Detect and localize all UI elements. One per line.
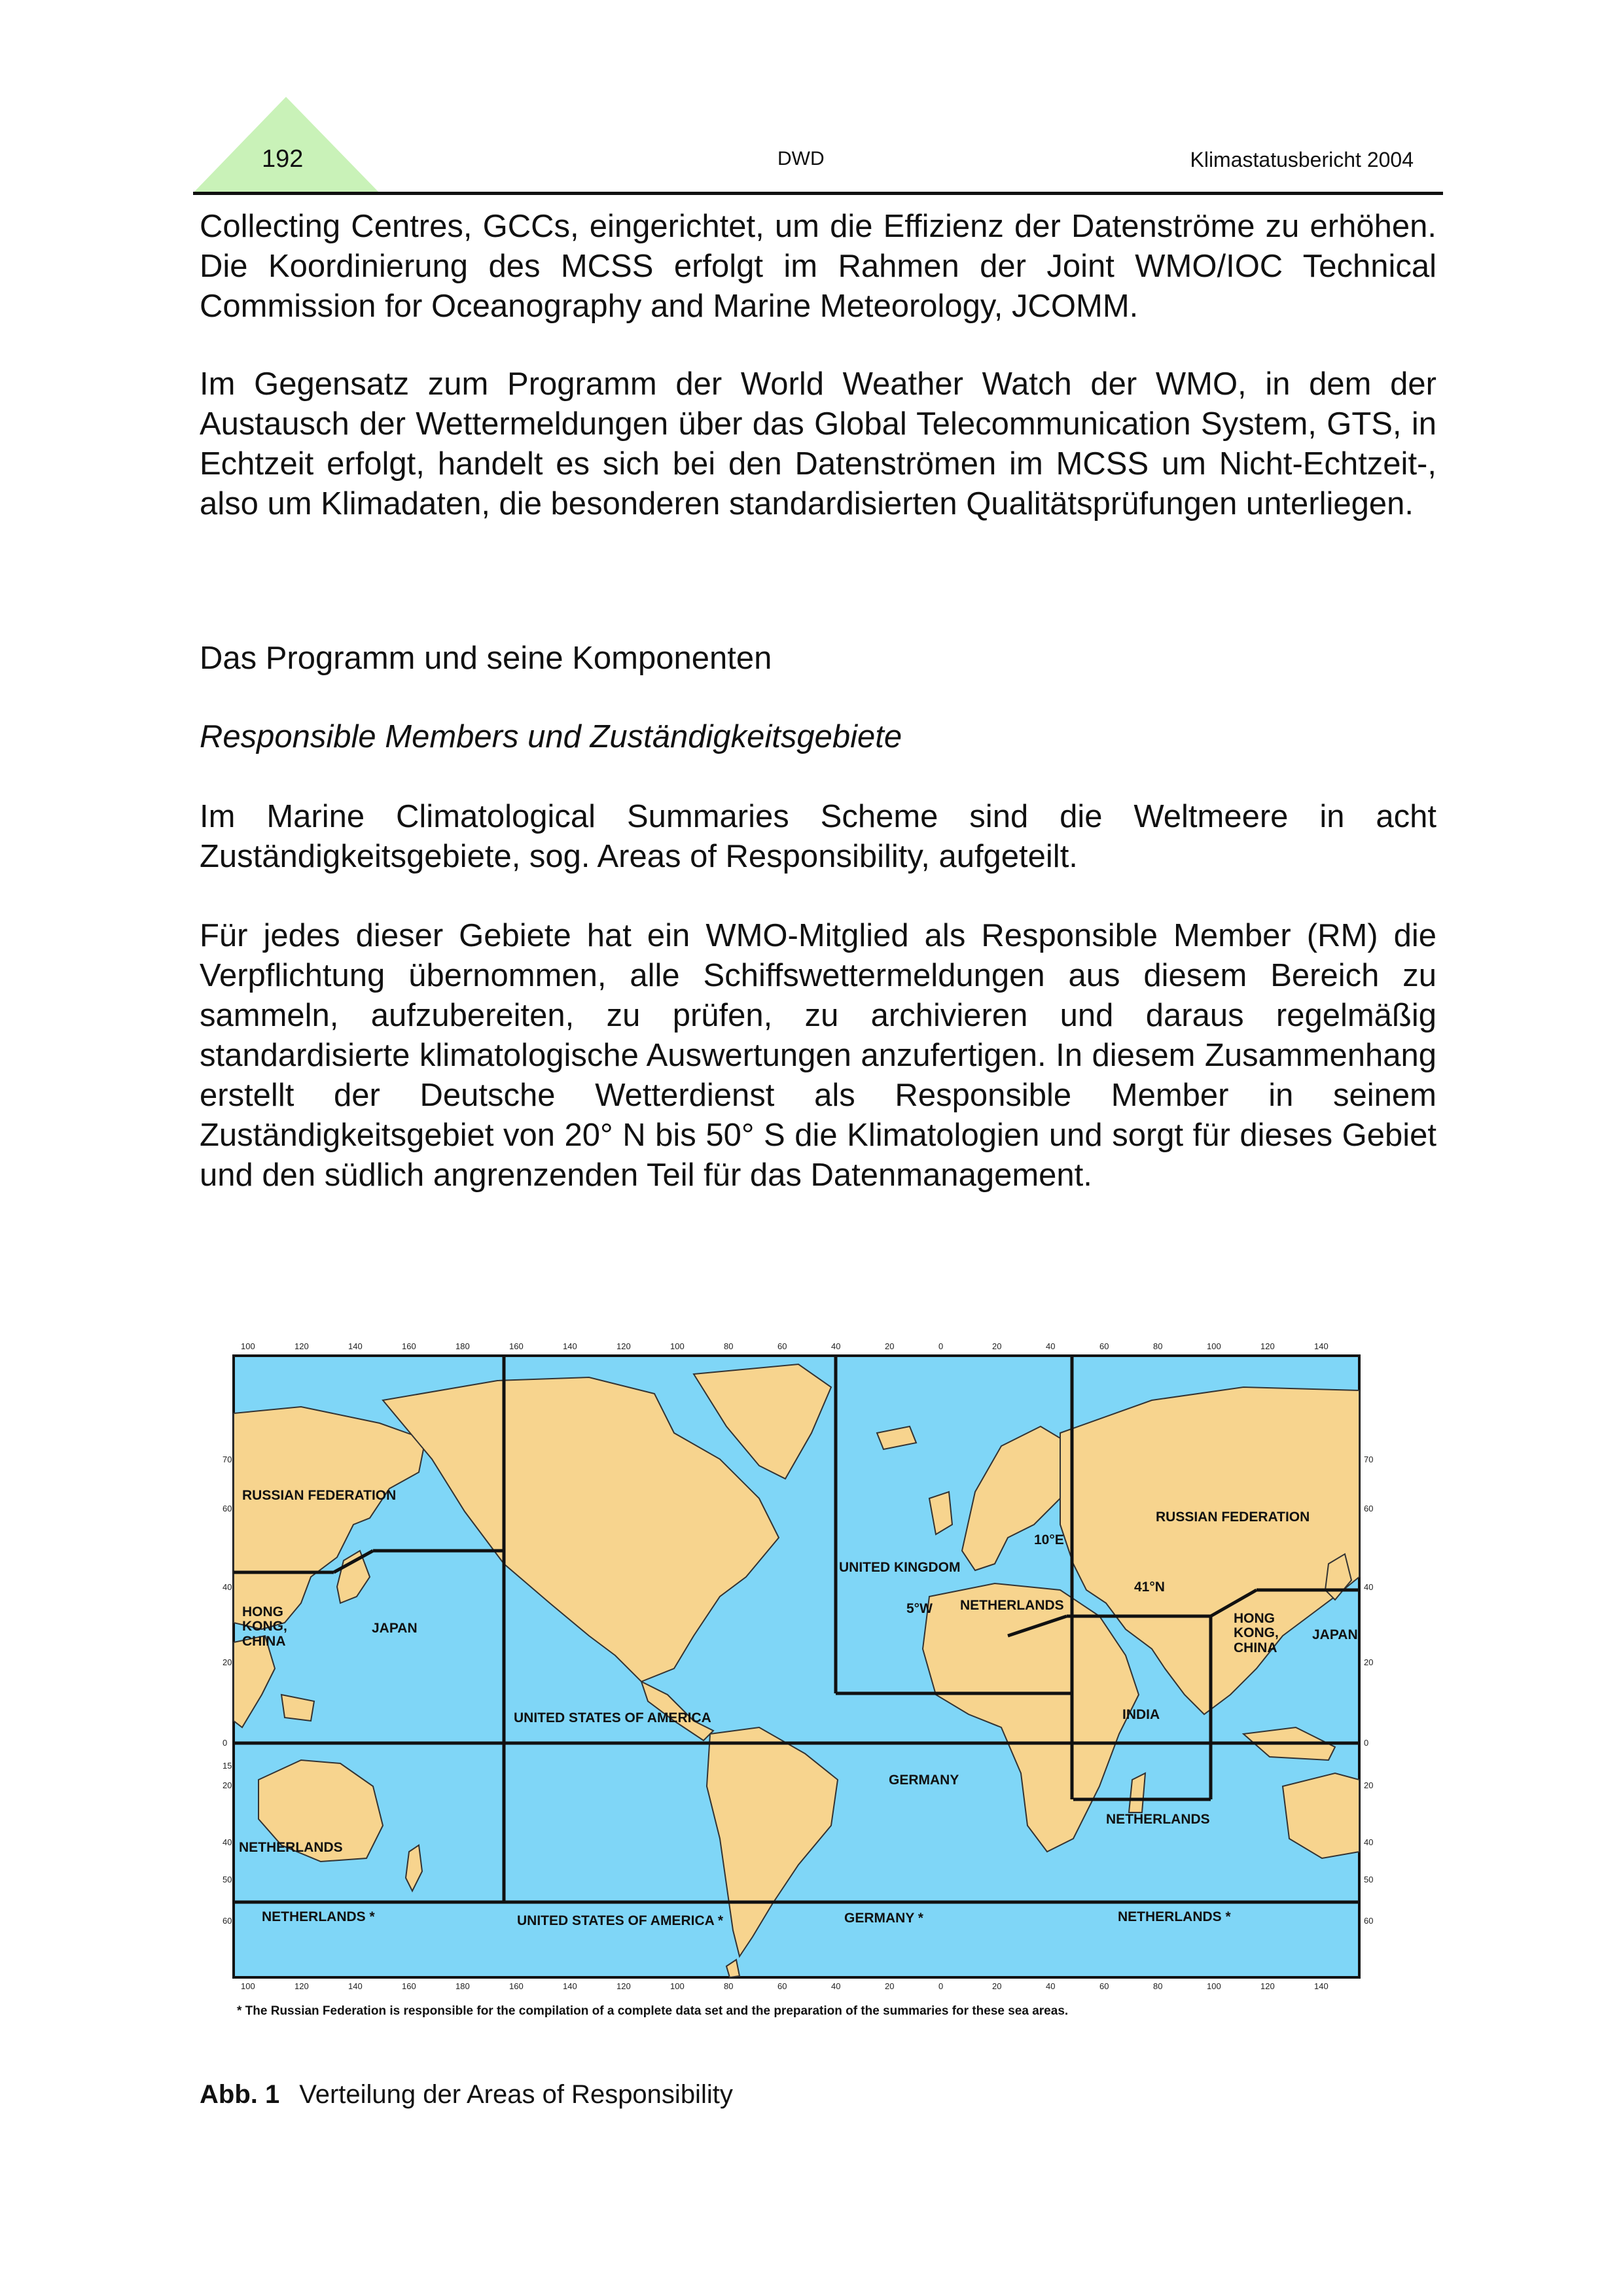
top-tick: 40 [831, 1341, 841, 1351]
top-tick: 100 [241, 1341, 255, 1351]
top-tick: 40 [1046, 1341, 1056, 1351]
label-5-west: 5°W [906, 1601, 933, 1616]
label-netherlands-west: NETHERLANDS [239, 1840, 343, 1855]
bottom-tick: 100 [1207, 1981, 1221, 1991]
label-germany-south: GERMANY * [844, 1911, 923, 1926]
top-tick: 180 [455, 1341, 470, 1351]
label-russian-federation-west: RUSSIAN FEDERATION [242, 1488, 397, 1503]
label-netherlands-southwest: NETHERLANDS * [262, 1909, 375, 1924]
right-tick: 20 [1364, 1780, 1374, 1790]
bottom-tick: 20 [885, 1981, 895, 1991]
header-rule [193, 192, 1443, 195]
caption-text: Verteilung der Areas of Responsibility [299, 2080, 733, 2109]
top-axis [241, 1341, 1329, 1351]
left-tick: 50 [223, 1875, 232, 1884]
label-japan-east: JAPAN [1312, 1627, 1358, 1642]
bottom-tick: 60 [1099, 1981, 1109, 1991]
label-germany: GERMANY [889, 1773, 959, 1788]
top-tick: 100 [1207, 1341, 1221, 1351]
left-tick: 40 [223, 1582, 232, 1592]
bottom-tick: 100 [241, 1981, 255, 1991]
left-tick: 40 [223, 1837, 232, 1847]
paragraph-responsible-member: Für jedes dieser Gebiete hat ein WMO-Mitglied als Responsible Member (RM) die Verpflichtung übernommen, alle Schiffswettermeldungen aus diesem Bereich zu sammeln, aufzubereiten, zu prüfen, zu archivieren und daraus regelmäßig standardisierte klimatologische Auswertungen anzufertigen. In diesem Zusammenhang erstellt der Deutsche Wetterdienst als Responsible Member in seinem Zuständigkeitsgebiet von 20° N bis 50° S die Klimatologien und sorgt für dieses Gebiet und den südlich angrenzenden Teil für das Datenmanagement. [200, 918, 1436, 1193]
page-corner-triangle [0, 0, 393, 196]
label-india: INDIA [1122, 1707, 1160, 1722]
left-tick: 60 [223, 1504, 232, 1513]
bottom-tick: 40 [1046, 1981, 1056, 1991]
bottom-axis [241, 1981, 1329, 1991]
right-tick: 60 [1364, 1504, 1374, 1513]
caption-label: Abb. 1 [200, 2080, 280, 2109]
bottom-tick: 140 [563, 1981, 577, 1991]
right-axis [1364, 1455, 1373, 1926]
right-tick: 50 [1364, 1875, 1374, 1884]
bottom-tick: 0 [938, 1981, 944, 1991]
top-tick: 120 [294, 1341, 309, 1351]
paragraph-gcc: Collecting Centres, GCCs, eingerichtet, um die Effizienz der Datenströme zu erhöhen. Die Koordinierung des MCSS erfolgt im Rahmen der Joint WMO/IOC Technical Commission for Oceanography and Marine Meteorology, JCOMM. [200, 209, 1436, 324]
right-tick: 0 [1364, 1738, 1369, 1748]
page-number: 192 [262, 145, 304, 173]
right-tick: 40 [1364, 1837, 1374, 1847]
right-tick: 60 [1364, 1916, 1374, 1926]
header-report-title: Klimastatusbericht 2004 [1190, 148, 1414, 171]
top-tick: 160 [402, 1341, 416, 1351]
map-footnote: * The Russian Federation is responsible for the compilation of a complete data set and the preparation of the summaries for these sea areas. [237, 2004, 1069, 2018]
top-tick: 140 [563, 1341, 577, 1351]
bottom-tick: 60 [777, 1981, 787, 1991]
top-tick: 160 [509, 1341, 524, 1351]
left-tick: 0 [223, 1738, 228, 1748]
left-tick: 60 [223, 1916, 232, 1926]
world-map [223, 1328, 1400, 2035]
right-tick: 70 [1364, 1455, 1374, 1464]
label-netherlands-east: NETHERLANDS [1106, 1812, 1210, 1827]
label-netherlands-med: NETHERLANDS [960, 1598, 1064, 1613]
top-tick: 80 [724, 1341, 734, 1351]
figure-caption [200, 2080, 733, 2110]
bottom-tick: 140 [348, 1981, 363, 1991]
subsection-heading: Responsible Members und Zuständigkeitsgebiete [200, 719, 902, 754]
label-hong-kong-east: KONG, [1234, 1625, 1279, 1640]
bottom-tick: 80 [724, 1981, 734, 1991]
top-tick: 60 [1099, 1341, 1109, 1351]
right-tick: 40 [1364, 1582, 1374, 1592]
left-tick: 20 [223, 1657, 232, 1667]
label-hong-kong-west: HONG [242, 1604, 283, 1619]
top-tick: 60 [777, 1341, 787, 1351]
label-hong-kong-east: HONG [1234, 1611, 1275, 1626]
bottom-tick: 180 [455, 1981, 470, 1991]
label-hong-kong-east: CHINA [1234, 1640, 1277, 1655]
top-tick: 20 [992, 1341, 1002, 1351]
label-hong-kong-west: KONG, [242, 1619, 287, 1634]
label-united-kingdom: UNITED KINGDOM [839, 1560, 961, 1575]
top-tick: 120 [1260, 1341, 1275, 1351]
top-tick: 120 [616, 1341, 631, 1351]
label-united-states-south: UNITED STATES OF AMERICA * [517, 1913, 723, 1928]
label-united-states: UNITED STATES OF AMERICA [514, 1710, 711, 1725]
paragraph-www: Im Gegensatz zum Programm der World Weather Watch der WMO, in dem der Austausch der Wettermeldungen über das Global Telecommunication System, GTS, in Echtzeit erfolgt, handelt es sich bei den Datenströmen im MCSS um Nicht-Echtzeit-, also um Klimadaten, die besonderen standardisierten Qualitätsprüfungen unterliegen. [200, 366, 1436, 521]
right-tick: 20 [1364, 1657, 1374, 1667]
label-russian-federation-east: RUSSIAN FEDERATION [1156, 1510, 1310, 1525]
paragraph-areas: Im Marine Climatological Summaries Scheme sind die Weltmeere in acht Zuständigkeitsgebiete, sog. Areas of Responsibility, aufgeteilt. [200, 799, 1436, 874]
header-publisher: DWD [777, 148, 825, 169]
section-heading: Das Programm und seine Komponenten [200, 641, 772, 676]
bottom-tick: 120 [616, 1981, 631, 1991]
bottom-tick: 160 [402, 1981, 416, 1991]
bottom-tick: 100 [670, 1981, 685, 1991]
bottom-tick: 120 [294, 1981, 309, 1991]
top-tick: 140 [348, 1341, 363, 1351]
left-tick: 20 [223, 1780, 232, 1790]
top-tick: 100 [670, 1341, 685, 1351]
top-tick: 80 [1153, 1341, 1163, 1351]
bottom-tick: 80 [1153, 1981, 1163, 1991]
left-axis [223, 1455, 232, 1926]
label-japan-west: JAPAN [372, 1621, 418, 1636]
bottom-tick: 120 [1260, 1981, 1275, 1991]
top-tick: 20 [885, 1341, 895, 1351]
bottom-tick: 140 [1314, 1981, 1329, 1991]
label-10-east: 10°E [1034, 1532, 1064, 1547]
top-tick: 140 [1314, 1341, 1329, 1351]
bottom-tick: 20 [992, 1981, 1002, 1991]
areas-of-responsibility-map [223, 1328, 1400, 2035]
left-tick: 15 [223, 1761, 232, 1771]
bottom-tick: 40 [831, 1981, 841, 1991]
label-hong-kong-west: CHINA [242, 1634, 286, 1649]
label-netherlands-southeast: NETHERLANDS * [1118, 1909, 1231, 1924]
top-tick: 0 [938, 1341, 944, 1351]
label-41-north: 41°N [1134, 1580, 1165, 1595]
page-header [0, 0, 1623, 203]
bottom-tick: 160 [509, 1981, 524, 1991]
left-tick: 70 [223, 1455, 232, 1464]
